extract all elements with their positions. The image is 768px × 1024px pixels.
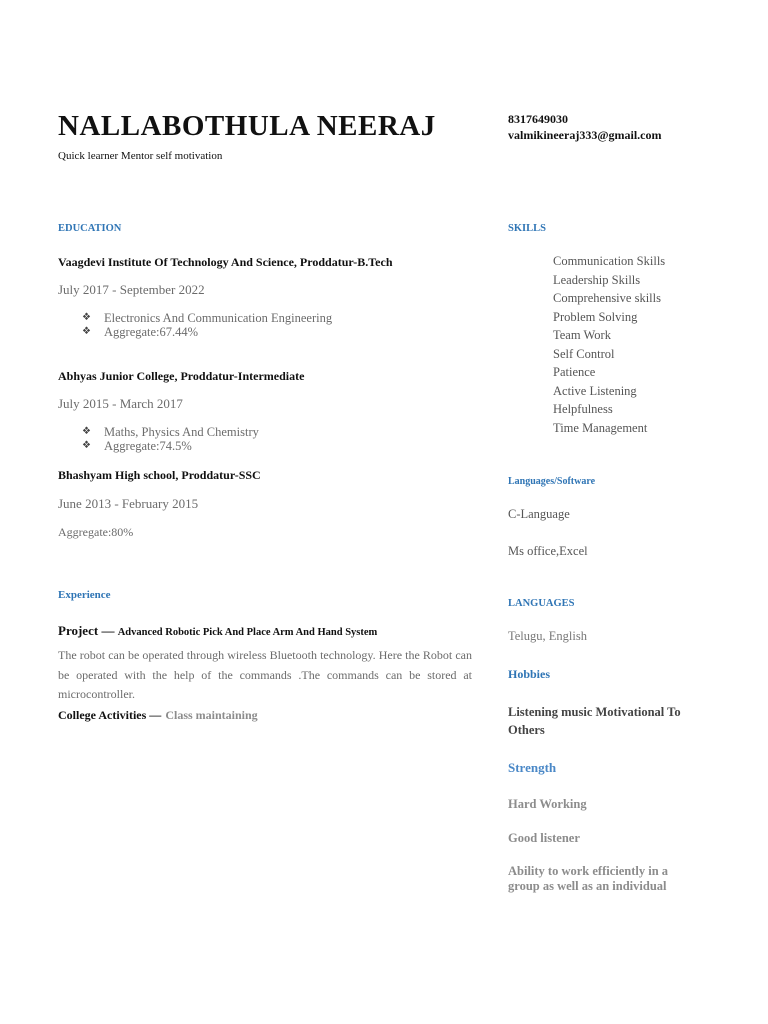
list-item: Active Listening (553, 383, 637, 398)
hobbies-value: Listening music Motivational To Others (508, 705, 681, 737)
project-description: The robot can be operated through wireless Bluetooth technology. Here the Robot can be operated with the help of the commands .The commands can be stored at microcontroller. (58, 648, 472, 701)
list-item: ❖ Aggregate:67.44% (82, 325, 199, 339)
strength-item-good-listener: Good listener (508, 831, 580, 845)
project-line (58, 622, 377, 640)
list-item: Time Management (553, 420, 648, 435)
strength-heading: Strength (508, 760, 557, 775)
diamond-bullet-icon: ❖ (82, 312, 91, 323)
list-item: Team Work (553, 328, 611, 342)
hobbies-heading: Hobbies (508, 667, 551, 681)
bullet-list-btech (82, 311, 332, 339)
institution-btech: Vaagdevi Institute Of Technology And Science, Proddatur-B.Tech (58, 255, 393, 269)
dates-btech: July 2017 - September 2022 (58, 282, 205, 297)
education-heading: EDUCATION (58, 223, 122, 234)
strength-item-hard-working: Hard Working (508, 797, 587, 811)
strength-item-ability: Ability to work efficiently in a group as well as an individual (508, 864, 669, 893)
list-item: Communication Skills (553, 254, 666, 268)
project-label: Project (58, 623, 99, 638)
institution-ssc: Bhashyam High school, Proddatur-SSC (58, 468, 261, 482)
diamond-bullet-icon: ❖ (82, 326, 91, 337)
email-address: valmikineeraj333@gmail.com (508, 128, 662, 142)
diamond-bullet-icon: ❖ (82, 440, 91, 451)
list-item: ❖ Electronics And Communication Engineering (82, 311, 333, 325)
list-item: Leadership Skills (553, 272, 641, 287)
list-item: Helpfulness (553, 402, 613, 416)
list-item: Patience (553, 365, 596, 379)
aggregate-ssc: Aggregate:80% (58, 525, 134, 539)
phone-number: 8317649030 (508, 112, 568, 126)
software-item-c: C-Language (508, 507, 570, 521)
project-title: Advanced Robotic Pick And Place Arm And Hand System (117, 627, 378, 638)
list-item: Self Control (553, 346, 615, 361)
project-dash: — (98, 623, 118, 638)
college-activities-line (58, 706, 258, 724)
languages-heading: LANGUAGES (508, 598, 575, 609)
bullet-list-intermediate (82, 425, 259, 453)
diamond-bullet-icon: ❖ (82, 426, 91, 437)
list-item: Comprehensive skills (553, 291, 661, 305)
software-item-office: Ms office,Excel (508, 544, 588, 558)
activities-label: College Activities — (58, 708, 162, 722)
dates-intermediate: July 2015 - March 2017 (58, 396, 183, 411)
activities-value: Class maintaining (165, 708, 258, 722)
list-item: ❖ Maths, Physics And Chemistry (82, 425, 259, 439)
dates-ssc: June 2013 - February 2015 (58, 496, 199, 511)
software-heading: Languages/Software (508, 476, 596, 487)
candidate-name: NALLABOTHULA NEERAJ (58, 110, 436, 142)
institution-intermediate: Abhyas Junior College, Proddatur-Intermediate (58, 369, 305, 383)
skills-heading: SKILLS (508, 223, 546, 234)
languages-value: Telugu, English (508, 629, 587, 643)
list-item: ❖ Aggregate:74.5% (82, 439, 192, 453)
experience-heading: Experience (58, 589, 111, 601)
tagline: Quick learner Mentor self motivation (58, 150, 223, 162)
skills-list (553, 254, 665, 439)
list-item: Problem Solving (553, 309, 638, 324)
